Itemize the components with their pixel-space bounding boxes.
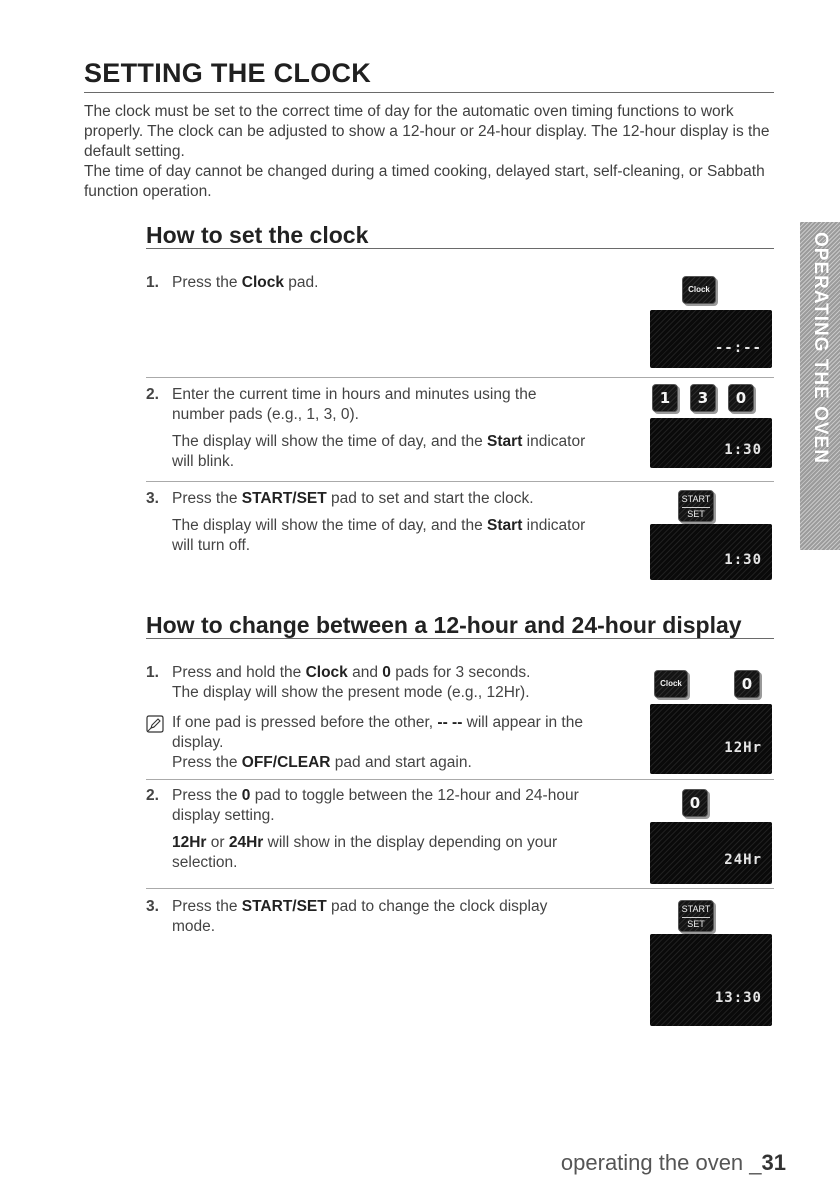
step-divider xyxy=(146,481,774,482)
oven-display-3 xyxy=(650,524,772,580)
start-label: START xyxy=(681,904,711,914)
step-number: 3. xyxy=(146,490,159,507)
clock-pad-icon: Clock xyxy=(682,276,716,304)
step-subtext: The display will show the time of day, and the Start indicator will blink. xyxy=(172,433,586,470)
oven-display-2 xyxy=(650,418,772,468)
step-1-set-clock xyxy=(146,273,576,293)
chapter-side-tab-label: OPERATING THE OVEN xyxy=(810,232,831,464)
page-footer xyxy=(560,1150,786,1176)
start-set-pad-icon xyxy=(678,490,714,522)
step-number: 1. xyxy=(146,274,159,291)
note-text-2: Press the OFF/CLEAR pad and start again. xyxy=(172,754,472,771)
intro-text xyxy=(84,102,784,202)
number-0-pad-icon: 0 xyxy=(728,384,754,412)
oven-display-5 xyxy=(650,822,772,884)
display-readout: 13:30 xyxy=(714,990,762,1006)
set-label: SET xyxy=(682,507,710,520)
section-title-set-clock: How to set the clock xyxy=(146,222,369,248)
display-readout: 24Hr xyxy=(724,852,762,868)
clock-pad-icon: Clock xyxy=(654,670,688,698)
number-3-pad-icon: 3 xyxy=(690,384,716,412)
chapter-side-tab xyxy=(800,222,840,550)
page-number: 31 xyxy=(761,1150,786,1175)
start-label: START xyxy=(681,494,711,504)
step-text: Enter the current time in hours and minutes using the number pads (e.g., 1, 3, 0). xyxy=(172,386,537,423)
section-1-rule xyxy=(146,248,774,249)
step-subtext: The display will show the time of day, and the Start indicator will turn off. xyxy=(172,517,586,554)
step-number: 2. xyxy=(146,787,159,804)
page-title: SETTING THE CLOCK xyxy=(84,58,372,88)
oven-display-1 xyxy=(650,310,772,368)
step-subtext: The display will show the present mode (e.g., 12Hr). xyxy=(172,684,530,701)
set-label: SET xyxy=(682,917,710,930)
step-text: Press and hold the Clock and 0 pads for 3 seconds. xyxy=(172,664,531,681)
step-text: Press the Clock pad. xyxy=(172,274,319,291)
title-rule xyxy=(84,92,774,93)
number-0-pad-icon: 0 xyxy=(682,789,708,817)
step-3-set-clock xyxy=(146,489,586,556)
note-pencil-icon xyxy=(146,715,164,733)
oven-display-4 xyxy=(650,704,772,774)
number-1-pad-icon: 1 xyxy=(652,384,678,412)
step-divider xyxy=(146,377,774,378)
note-block xyxy=(146,713,596,773)
step-text: Press the 0 pad to toggle between the 12-hour and 24-hour display setting. xyxy=(172,787,579,824)
intro-paragraph-2: The time of day cannot be changed during a timed cooking, delayed start, self-cleaning, or Sabbath function operation. xyxy=(84,163,765,200)
step-text: Press the START/SET pad to set and start the clock. xyxy=(172,490,534,507)
number-0-pad-icon: 0 xyxy=(734,670,760,698)
oven-display-6 xyxy=(650,934,772,1026)
step-text: Press the START/SET pad to change the clock display mode. xyxy=(172,898,548,935)
step-number: 1. xyxy=(146,664,159,681)
display-readout: 1:30 xyxy=(724,442,762,458)
display-readout: 1:30 xyxy=(724,552,762,568)
step-number: 3. xyxy=(146,898,159,915)
step-divider xyxy=(146,888,774,889)
step-2-change-display xyxy=(146,786,606,873)
step-divider xyxy=(146,779,774,780)
section-2-rule xyxy=(146,638,774,639)
display-readout: 12Hr xyxy=(724,740,762,756)
step-subtext: 12Hr or 24Hr will show in the display depending on your selection. xyxy=(172,834,558,871)
step-number: 2. xyxy=(146,386,159,403)
footer-text: operating the oven _ xyxy=(560,1150,762,1175)
start-set-pad-icon xyxy=(678,900,714,932)
step-2-set-clock xyxy=(146,385,586,472)
display-readout: --:-- xyxy=(714,340,762,356)
step-3-change-display xyxy=(146,897,586,937)
note-text-1: If one pad is pressed before the other, -- -- will appear in the display. xyxy=(172,714,583,751)
section-title-change-display: How to change between a 12-hour and 24-hour display xyxy=(146,612,742,638)
step-1-change-display xyxy=(146,663,606,703)
intro-paragraph-1: The clock must be set to the correct time of day for the automatic oven timing functions to work properly. The clock can be adjusted to show a 12-hour or 24-hour display. The 12-hour display is the default setting. xyxy=(84,103,770,160)
